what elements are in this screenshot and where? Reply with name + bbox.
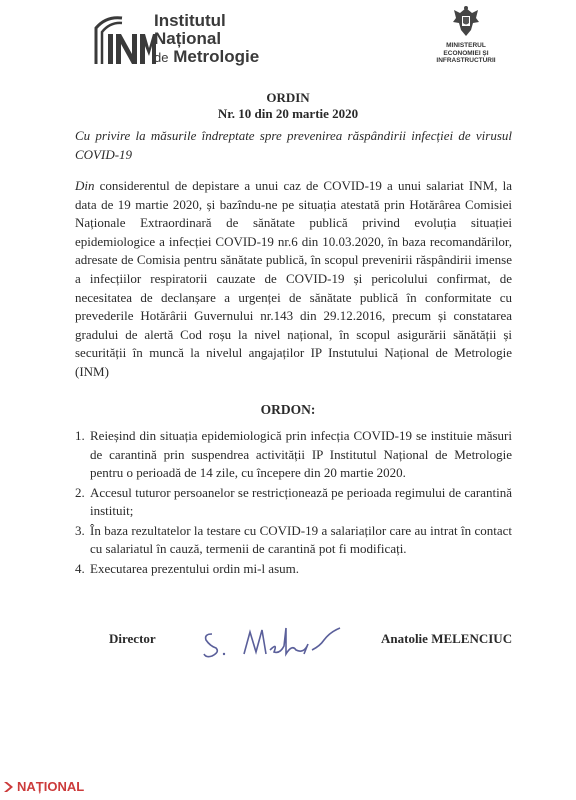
institute-name-line3 [154, 48, 259, 67]
ministry-name [425, 42, 507, 65]
order-items-list [75, 427, 512, 579]
signatory-name: Anatolie MELENCIUC [381, 631, 513, 646]
ministry-emblem [425, 4, 507, 65]
institute-name-line2: Național [154, 29, 222, 48]
inm-logo [92, 12, 262, 70]
list-item [75, 427, 512, 483]
ordon-heading: ORDON: [260, 402, 316, 417]
national-watermark [2, 779, 102, 795]
preamble-text: considerentul de depistare a unui caz de COVID-19 a unui salariat INM, la data de 19 martie 2020, și bazîndu-ne pe situația atestată prin Hotărârea Comisiei Naționale Extraordinară de sănătate publică privind evoluția situației epidemiologice a infecției COVID-19 nr.6 din 10.03.2020, în baza recomandărilor, adresate de Comisia pentru sănătate publică, în scopul prevenirii răspândirii imense a infecțiilor respiratorii cauzate de COVID-19 și pericolului confirmat, de necesitatea de declanșare a urgenței de sănătate publică în conformitate cu prevederile Hotărârii Guvernului nr.143 din 29.12.2016, precum și constatarea gradului de alertă Cod roșu la nivel național, în scopul asigurării sănătății și securității în muncă la nivelul angajaților IP Instutului Național de Metrologie (INM) [75, 178, 512, 379]
list-item [75, 484, 512, 521]
preamble-lead: Din [75, 178, 95, 193]
item-number: 4. [75, 560, 85, 576]
item-text: În baza rezultatelor la testare cu COVID-19 a salariaților care au intrat în contact cu salariatul în cauză, termenii de carantină pot fi modificați. [90, 522, 512, 556]
institute-name-word: Metrologie [173, 47, 260, 66]
chevron-logo-icon [2, 781, 14, 793]
item-text: Reieșind din situația epidemiologică prin infecția COVID-19 se instituie măsuri de carantină prin suspendrea activității IP Institutul Național de Metrologie pentru o perioadă de 14 zile, cu începere din 20 martie 2020. [90, 428, 512, 480]
order-title: ORDIN [266, 90, 310, 105]
ministry-line1: MINISTERUL [446, 42, 486, 49]
order-number: Nr. 10 din 20 martie 2020 [217, 106, 359, 121]
item-text: Executarea prezentului ordin mi-l asum. [90, 560, 300, 576]
list-item [75, 522, 512, 559]
item-number: 1. [75, 428, 85, 443]
order-preamble [75, 177, 512, 382]
coat-of-arms-icon [451, 4, 481, 40]
institute-name [154, 12, 259, 67]
item-number: 2. [75, 484, 85, 500]
signatory-title: Director [109, 631, 156, 646]
order-subject: Cu privire la măsurile îndreptate spre prevenirea răspândirii infecției de virusul COVID-19 [75, 128, 512, 162]
ministry-line2: ECONOMIEI ȘI [443, 49, 489, 57]
list-item [75, 560, 512, 579]
inm-logo-mark-icon [92, 14, 156, 68]
item-number: 3. [75, 522, 85, 538]
institute-name-prefix: de [154, 50, 169, 65]
item-text: Accesul tuturor persoanelor se restricționează pe perioada regimului de carantină instituit; [90, 484, 512, 518]
ministry-line3: INFRASTRUCTURII [436, 57, 496, 64]
watermark-text: NAȚIONAL [17, 779, 85, 794]
handwritten-signature [200, 620, 350, 662]
institute-name-line1: Institutul [154, 11, 226, 30]
